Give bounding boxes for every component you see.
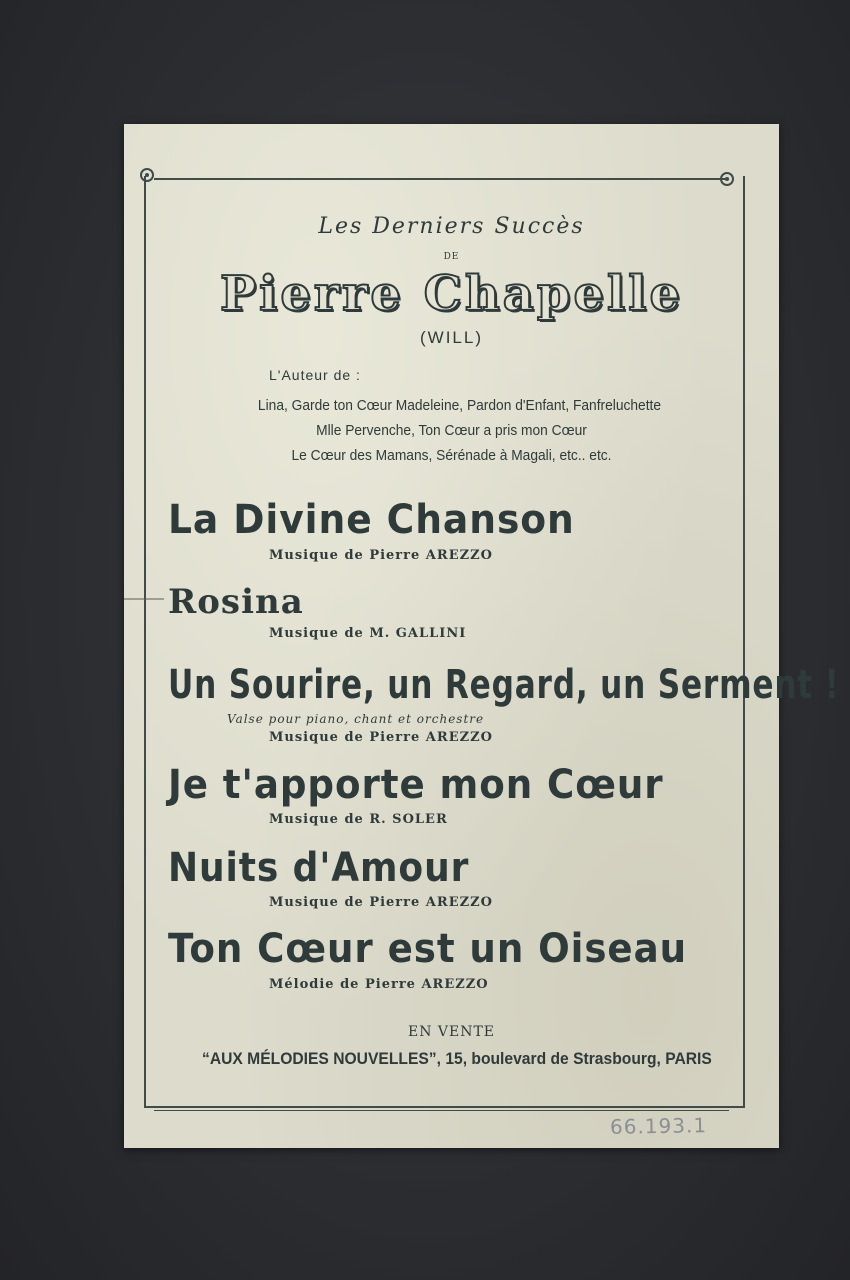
handwritten-catalog-number: 66.193.1: [609, 1113, 708, 1139]
author-label: L'Auteur de :: [269, 367, 361, 383]
corner-scroll-ornament-icon: [140, 168, 154, 182]
song-credit: Musique de M. GALLINI: [269, 626, 467, 641]
works-line: Le Cœur des Mamans, Sérénade à Magali, etc.. etc.: [291, 448, 612, 464]
song-title: Un Sourire, un Regard, un Serment !: [168, 662, 840, 708]
song-subtitle: Valse pour piano, chant et orchestre: [227, 712, 485, 726]
composer-name: Pierre Chapelle: [219, 266, 683, 322]
header-de: DE: [443, 252, 460, 262]
works-line: Mlle Pervenche, Ton Cœur a pris mon Cœur: [316, 423, 587, 439]
header-title: Les Derniers Succès: [318, 214, 585, 239]
sale-notice: EN VENTE: [407, 1024, 496, 1040]
song-title: Nuits d'Amour: [168, 845, 470, 891]
song-credit: Mélodie de Pierre AREZZO: [269, 977, 489, 992]
song-credit: Musique de R. SOLER: [269, 812, 448, 827]
publisher-address: “AUX MÉLODIES NOUVELLES”, 15, boulevard de Strasbourg, PARIS: [202, 1049, 712, 1068]
song-credit: Musique de Pierre AREZZO: [269, 895, 493, 910]
song-title: Ton Cœur est un Oiseau: [168, 926, 688, 972]
song-credit: Musique de Pierre AREZZO: [269, 730, 493, 745]
frame-top-rule: [154, 178, 729, 180]
song-title: La Divine Chanson: [168, 497, 575, 543]
song-credit: Musique de Pierre AREZZO: [269, 548, 493, 563]
composer-alias: (WILL): [420, 328, 483, 347]
works-line: Lina, Garde ton Cœur Madeleine, Pardon d'Enfant, Fanfreluchette: [257, 398, 662, 414]
frame-bottom-rule: [154, 1110, 729, 1111]
sheet-music-page: [124, 124, 840, 1148]
song-title: Je t'apporte mon Cœur: [168, 762, 664, 808]
paper-fold-crease: [124, 598, 164, 600]
corner-scroll-ornament-icon: [720, 172, 734, 186]
song-title: Rosina: [168, 582, 304, 622]
